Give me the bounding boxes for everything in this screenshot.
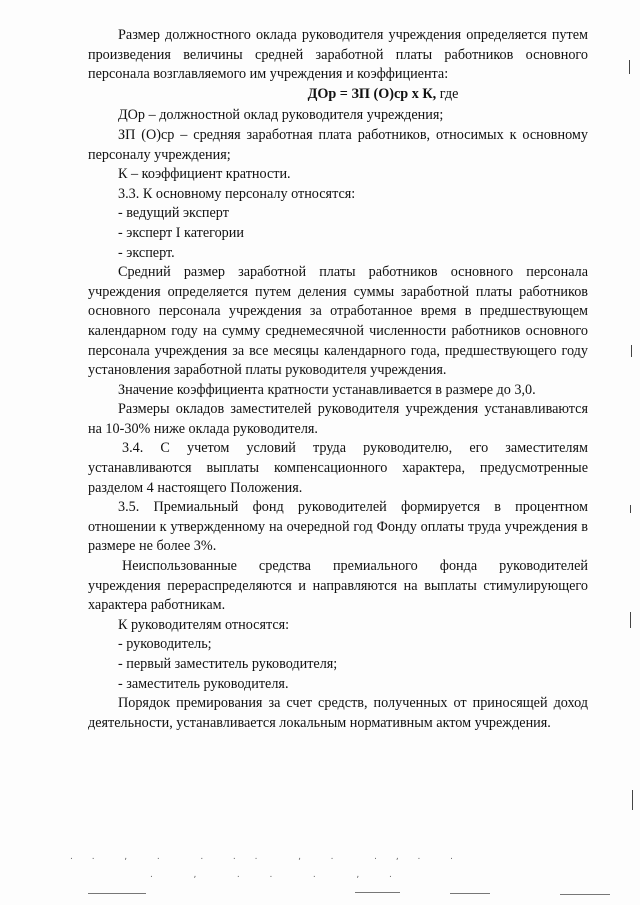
section-3-4: 3.4. С учетом условий труда руководителю, его заместителям устанавливаются выплаты компенсационного характера, предусмотренные разделом 4 настоящего Положения.	[88, 440, 588, 496]
definition-dor: ДОр – должностной оклад руководителя учреждения;	[118, 107, 444, 124]
scan-edge-mark	[629, 60, 630, 74]
list-item-expert-cat1: - эксперт I категории	[118, 224, 244, 241]
paragraph-unused-funds: Неиспользованные средства премиального фонда руководителей учреждения перераспределяются и направляются на выплаты стимулирующего характера работникам.	[88, 558, 588, 614]
scan-bottom-line	[88, 893, 146, 894]
scan-bottom-line	[560, 894, 610, 895]
document-body	[88, 26, 588, 733]
section-3-3-heading: 3.3. К основному персоналу относятся:	[118, 185, 356, 202]
list-item-lead-expert: - ведущий эксперт	[118, 205, 229, 222]
list-item-expert: - эксперт.	[118, 244, 175, 261]
scan-edge-mark	[630, 612, 631, 628]
scan-noise-dots: . . , . . . . , . . , . .	[70, 852, 483, 862]
formula-expression: ДОр = ЗП (О)ср х К,	[307, 85, 437, 102]
paragraph-salary-intro: Размер должностного оклада руководителя учреждения определяется путем произведения величины средней заработной платы работников основного персонала возглавляемого им учреждения и коэффициента:	[88, 27, 588, 83]
paragraph-bonus-procedure: Порядок премирования за счет средств, полученных от приносящей доход деятельности, устанавливается локальным нормативным актом учреждения.	[88, 695, 588, 731]
list-item-first-deputy: - первый заместитель руководителя;	[118, 656, 338, 672]
definition-zp: ЗП (О)ср – средняя заработная плата работников, относимых к основному персоналу учреждения;	[88, 126, 588, 163]
list-item-head: - руководитель;	[118, 636, 212, 653]
scan-edge-mark	[630, 505, 631, 513]
section-3-5: 3.5. Премиальный фонд руководителей формируется в процентном отношении к утвержденному на очередной год Фонду оплаты труда учреждения в размере не более 3%.	[88, 499, 588, 555]
paragraph-managers-heading: К руководителям относятся:	[118, 616, 290, 633]
formula-suffix: где	[436, 85, 459, 102]
scan-edge-mark	[631, 345, 632, 357]
scan-edge-mark	[632, 790, 633, 810]
scan-bottom-line	[450, 893, 490, 894]
list-item-deputy: - заместитель руководителя.	[118, 675, 289, 692]
formula-line	[88, 85, 588, 105]
scan-noise-dots: . , . . . , .	[150, 870, 400, 880]
paragraph-deputy-salaries: Размеры окладов заместителей руководителя учреждения устанавливаются на 10-30% ниже оклада руководителя.	[88, 401, 588, 437]
paragraph-average-salary: Средний размер заработной платы работников основного персонала учреждения определяется путем деления суммы заработной платы работников основного персонала учреждения за отработанное время в предшествующем календарном году на сумму среднемесячной численности работников основного персонала учреждения за все месяцы календарного года, предшествующего году установления заработной платы руководителя учреждения.	[88, 264, 588, 379]
paragraph-coefficient-value: Значение коэффициента кратности устанавливается в размере до 3,0.	[118, 381, 536, 398]
definition-k: К – коэффициент кратности.	[118, 166, 291, 183]
scan-bottom-line	[355, 892, 400, 893]
